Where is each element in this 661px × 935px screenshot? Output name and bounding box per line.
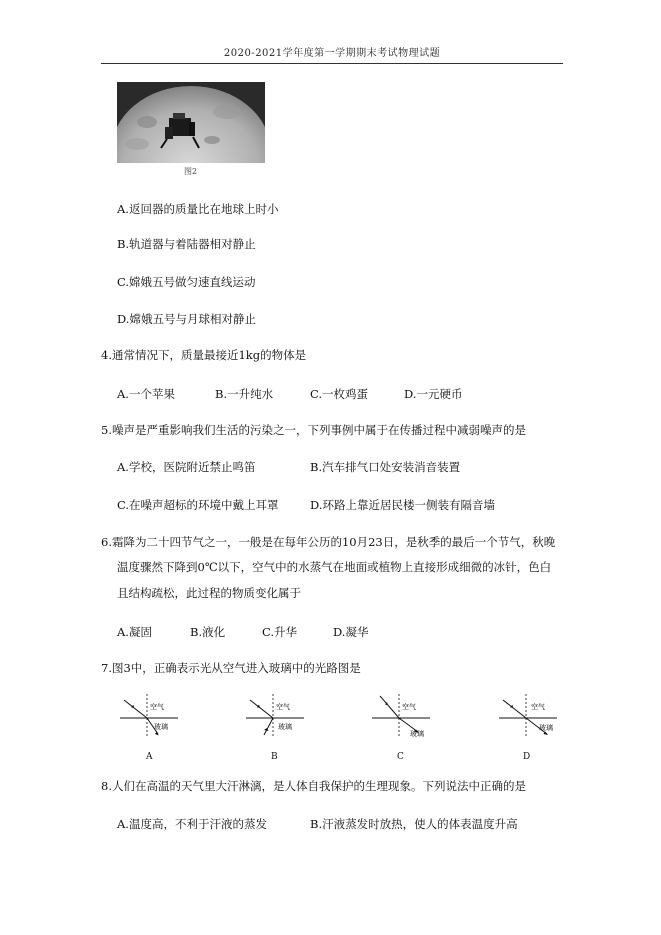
- q4-option-a: A.一个苹果: [117, 387, 175, 401]
- header-rule: [101, 63, 563, 64]
- q6-stem-line-1: 6.霜降为二十四节气之一，一般是在每年公历的10月23日，是秋季的最后一个节气，秋晚: [101, 535, 556, 549]
- q7-stem: 7.图3中，正确表示光从空气进入玻璃中的光路图是: [101, 661, 361, 675]
- ray-diagram-a: [118, 690, 180, 740]
- q6-option-a: A.凝固: [117, 625, 152, 639]
- q6-option-d: D.凝华: [333, 625, 369, 639]
- ray-diagram-c: [370, 690, 432, 740]
- svg-text:空气: 空气: [531, 703, 545, 711]
- diagram-label-a: A: [146, 752, 153, 762]
- svg-text:玻璃: 玻璃: [278, 723, 292, 731]
- diagram-label-d: D: [523, 752, 531, 762]
- svg-text:玻璃: 玻璃: [539, 724, 553, 732]
- svg-text:空气: 空气: [402, 703, 416, 711]
- ray-diagram-d: [497, 690, 559, 740]
- q4-option-d: D.一元硬币: [404, 387, 463, 401]
- q5-stem: 5.噪声是严重影响我们生活的污染之一，下列事例中属于在传播过程中减弱噪声的是: [101, 423, 526, 437]
- moon-lander-photo: [117, 82, 265, 163]
- q3-option-d: D.嫦娥五号与月球相对静止: [117, 312, 256, 326]
- q6-option-b: B.液化: [190, 625, 226, 639]
- svg-text:空气: 空气: [150, 703, 164, 711]
- q8-stem: 8.人们在高温的天气里大汗淋漓，是人体自我保护的生理现象。下列说法中正确的是: [101, 779, 526, 793]
- q6-stem-line-3: 且结构疏松，此过程的物质变化属于: [117, 586, 301, 600]
- q4-option-c: C.一枚鸡蛋: [310, 387, 369, 401]
- diagram-label-c: C: [397, 752, 404, 762]
- q5-option-a: A.学校，医院附近禁止鸣笛: [117, 460, 256, 474]
- svg-text:空气: 空气: [276, 703, 290, 711]
- q3-option-b: B.轨道器与着陆器相对静止: [117, 237, 256, 251]
- q5-option-b: B.汽车排气口处安装消音装置: [310, 460, 461, 474]
- figure-caption: 图2: [184, 167, 198, 176]
- diagram-label-b: B: [271, 752, 278, 762]
- q6-stem-line-2: 温度骤然下降到0℃以下，空气中的水蒸气在地面或植物上直接形成细微的冰针，色白: [117, 560, 552, 574]
- q8-option-a: A.温度高，不利于汗液的蒸发: [117, 817, 267, 831]
- svg-text:玻璃: 玻璃: [410, 730, 424, 738]
- svg-text:玻璃: 玻璃: [154, 723, 168, 731]
- q6-option-c: C.升华: [262, 625, 298, 639]
- q8-option-b: B.汗液蒸发时放热，使人的体表温度升高: [310, 817, 518, 831]
- q3-option-a: A.返回器的质量比在地球上时小: [117, 202, 279, 216]
- page-header: 2020-2021学年度第一学期期末考试物理试题: [223, 48, 441, 59]
- q5-option-c: C.在噪声超标的环境中戴上耳罩: [117, 498, 279, 512]
- q4-option-b: B.一升纯水: [215, 387, 274, 401]
- ray-diagram-b: [244, 690, 306, 740]
- q4-stem: 4.通常情况下，质量最接近1kg的物体是: [101, 348, 307, 362]
- q5-option-d: D.环路上靠近居民楼一侧装有隔音墙: [310, 498, 495, 512]
- q3-option-c: C.嫦娥五号做匀速直线运动: [117, 275, 256, 289]
